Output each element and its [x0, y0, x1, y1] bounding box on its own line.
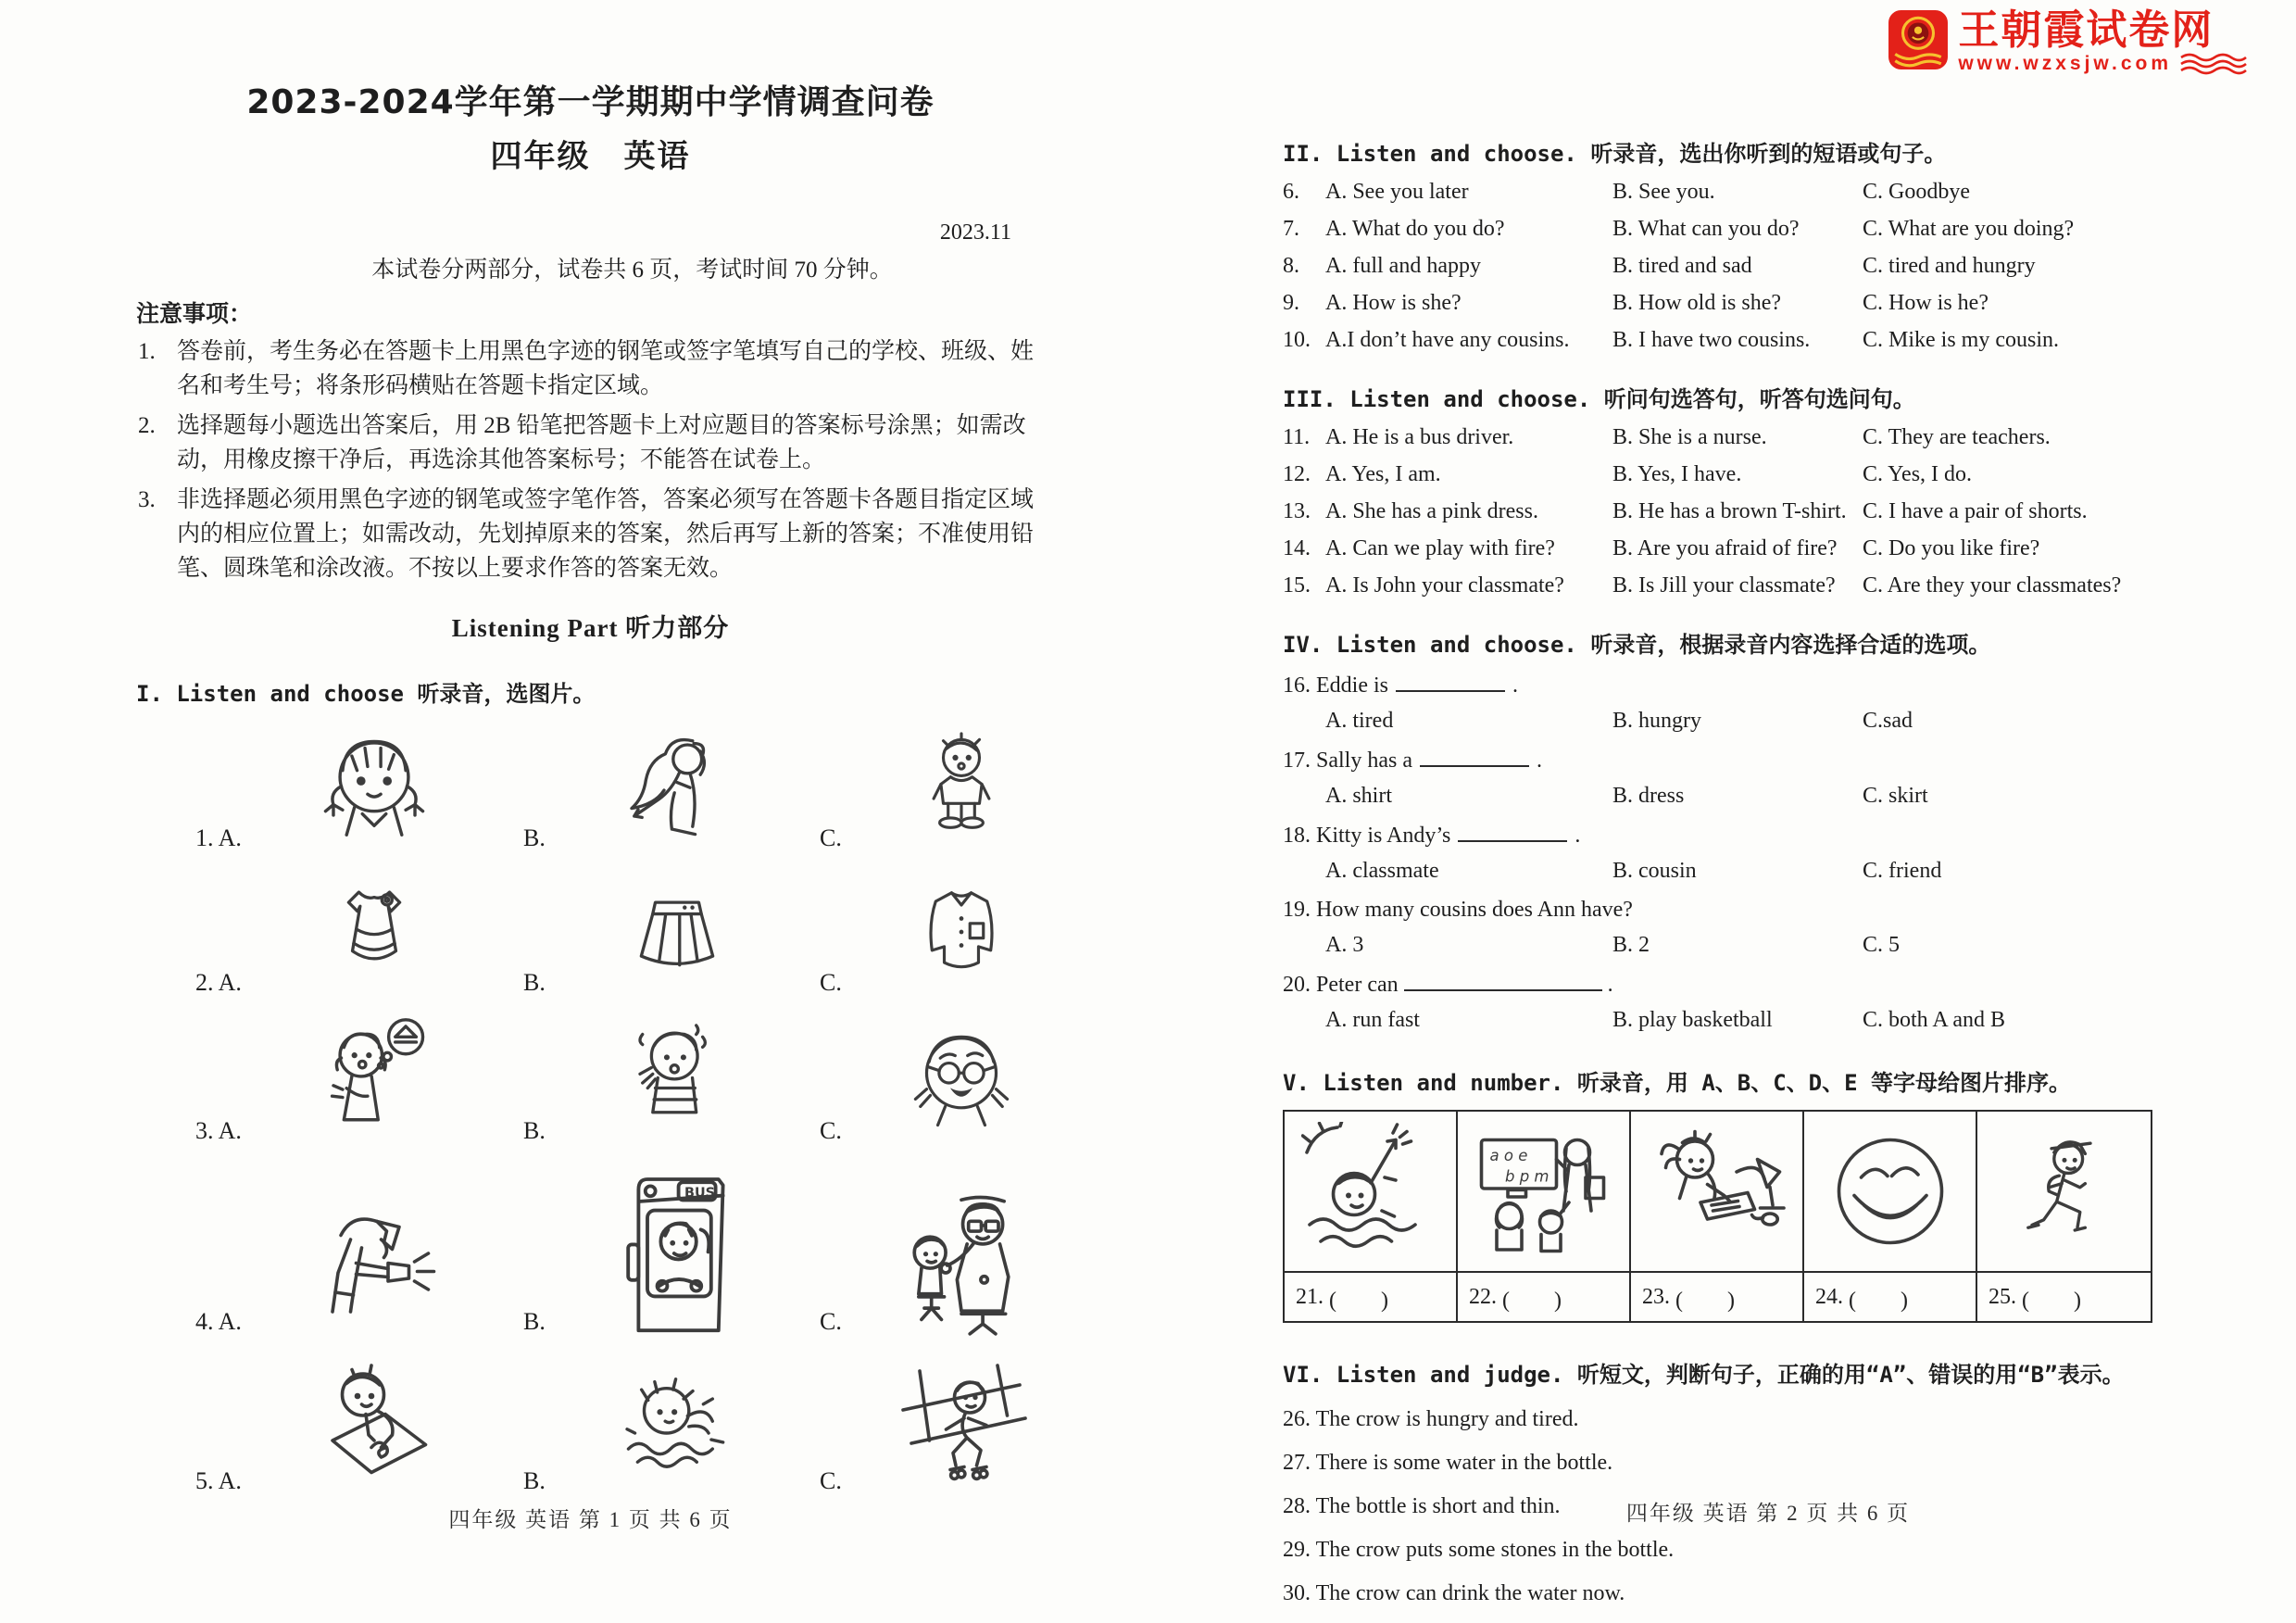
question-number: 11.	[1283, 425, 1311, 449]
picture-running-boy-cap	[1977, 1112, 2151, 1273]
question-number: 8.	[1283, 254, 1299, 278]
judge-statement: 29. The crow puts some stones in the bottle.	[1283, 1538, 1675, 1562]
blackboard-line-2: b p m	[1504, 1167, 1549, 1186]
option-b: B. play basketball	[1612, 1008, 1773, 1032]
table-cell	[1977, 1112, 2151, 1321]
listening-part-header: Listening Part 听力部分	[451, 614, 730, 642]
option-a: A. See you later	[1325, 180, 1469, 204]
logo-waves-icon	[2179, 52, 2248, 76]
question-stem	[1283, 822, 2253, 849]
question-number: 7.	[1283, 217, 1299, 241]
option-c: C. Are they your classmates?	[1863, 573, 2122, 598]
option-a: A. 3	[1325, 933, 1364, 957]
answer-slot	[1977, 1273, 2151, 1321]
option-a: A. What do you do?	[1325, 217, 1505, 241]
option-c: C. skirt	[1863, 784, 1928, 808]
option-label: C.	[820, 1308, 842, 1335]
stem-punct: .	[1512, 673, 1518, 698]
options-row	[1325, 932, 2253, 958]
note-item	[138, 334, 1047, 403]
table-cell	[1285, 1112, 1458, 1321]
page-2-footer: 四年级 英语 第 2 页 共 6 页	[1625, 1502, 1911, 1525]
option-label: B.	[523, 1467, 546, 1494]
option-c: C. Mike is my cousin.	[1863, 328, 2060, 352]
cell-number: 25.	[1989, 1284, 2016, 1309]
option-label: 1. A.	[195, 824, 242, 851]
section-1-header: I. Listen and choose 听录音，选图片。	[136, 681, 596, 707]
option-c: C. Goodbye	[1863, 180, 1970, 204]
option-a: A. She has a pink dress.	[1325, 499, 1538, 523]
question-row	[1283, 327, 2253, 353]
answer-slot	[1804, 1273, 1976, 1321]
options-row	[1325, 1007, 2253, 1033]
answer-slot	[1631, 1273, 1802, 1321]
option-label: C.	[820, 1117, 842, 1144]
logo-url: www.wzxsjw.com	[1958, 53, 2172, 74]
question-row	[1283, 461, 2253, 487]
stem-text: 20. Peter can	[1283, 973, 1399, 997]
section-6	[1283, 1356, 2253, 1606]
option-label: B.	[523, 1117, 546, 1144]
stem-text: 16. Eddie is	[1283, 673, 1388, 698]
option-b: B. She is a nurse.	[1612, 425, 1767, 449]
option-b: B. What can you do?	[1612, 217, 1800, 241]
question-stem	[1283, 747, 2253, 774]
picture-doctor-examining-child	[866, 1191, 1056, 1340]
stem-text: 18. Kitty is Andy’s	[1283, 824, 1451, 848]
section-4-header: IV. Listen and choose. 听录音，根据录音内容选择合适的选项。	[1283, 632, 1991, 658]
picture-shirt	[866, 871, 1056, 1000]
number-pictures-table	[1283, 1110, 2152, 1323]
option-label: B.	[523, 1308, 546, 1335]
note-item	[138, 409, 1047, 477]
stem-punct: .	[1607, 973, 1613, 997]
picture-laughing-girl-glasses	[866, 1017, 1056, 1149]
answer-blank	[1458, 822, 1567, 842]
answer-parens: ( )	[2022, 1288, 2081, 1313]
options-row	[1325, 858, 2253, 884]
option-label: B.	[523, 824, 546, 851]
section-3	[1283, 381, 2253, 598]
question-row	[1283, 572, 2253, 598]
answer-parens: ( )	[1849, 1288, 1908, 1313]
option-a: A. Yes, I am.	[1325, 462, 1441, 486]
answer-parens: ( )	[1675, 1288, 1735, 1313]
answer-parens: ( )	[1502, 1288, 1562, 1313]
picture-woman-long-hair	[570, 724, 784, 856]
listen-choose-row-1	[134, 724, 1047, 856]
note-number: 2.	[138, 413, 156, 438]
option-label: C.	[820, 969, 842, 996]
option-c: C. 5	[1863, 933, 1901, 957]
table-cell	[1631, 1112, 1804, 1321]
note-number: 3.	[138, 487, 156, 512]
option-c: C. friend	[1863, 859, 1942, 883]
option-c: C. both A and B	[1863, 1008, 2006, 1032]
option-b: B. tired and sad	[1612, 254, 1752, 278]
section-5	[1283, 1064, 2253, 1323]
option-b: B. 2	[1612, 933, 1650, 957]
answer-slot	[1285, 1273, 1456, 1321]
cell-number: 24.	[1815, 1284, 1843, 1309]
option-b: B. I have two cousins.	[1612, 328, 1811, 352]
options-row	[1325, 783, 2253, 809]
option-label: C.	[820, 824, 842, 851]
section-6-header: VI. Listen and judge. 听短文，判断句子，正确的用“A”、错误的用“B”表示。	[1283, 1362, 2125, 1388]
question-stem	[1283, 672, 2253, 698]
question-stem	[1283, 897, 2253, 923]
option-c: C. Yes, I do.	[1863, 462, 1973, 486]
judge-statement: 27. There is some water in the bottle.	[1283, 1451, 1613, 1475]
option-a: A. Is John your classmate?	[1325, 573, 1564, 598]
table-cell	[1804, 1112, 1977, 1321]
picture-bus-driver	[570, 1167, 784, 1340]
option-a: A.I don’t have any cousins.	[1325, 328, 1570, 352]
option-b: B. Yes, I have.	[1612, 462, 1742, 486]
listen-choose-row-3	[134, 1017, 1047, 1149]
option-label: 2. A.	[195, 969, 242, 996]
answer-parens: ( )	[1329, 1288, 1388, 1313]
picture-boy-swimming	[570, 1367, 784, 1499]
question-number: 15.	[1283, 573, 1311, 598]
picture-firefighter-hose	[264, 1201, 484, 1340]
option-label: C.	[820, 1467, 842, 1494]
option-c: C. tired and hungry	[1863, 254, 2036, 278]
answer-blank	[1404, 971, 1602, 991]
question-number: 12.	[1283, 462, 1311, 486]
listen-choose-row-2	[134, 871, 1047, 1000]
table-cell	[1458, 1112, 1631, 1321]
exam-subtitle: 四年级 英语	[490, 138, 691, 175]
notes-title: 注意事项：	[136, 300, 253, 327]
question-number: 9.	[1283, 291, 1299, 315]
note-item	[138, 483, 1047, 585]
option-a: A. He is a bus driver.	[1325, 425, 1514, 449]
logo-title: 王朝霞试卷网	[1958, 7, 2214, 53]
page-2	[1283, 119, 2253, 1605]
option-a: A. full and happy	[1325, 254, 1481, 278]
picture-smiley-face	[1804, 1112, 1976, 1273]
note-text: 非选择题必须用黑色字迹的钢笔或签字笔作答，答案必须写在答题卡各题目指定区域内的相应位置上；如需改动，先划掉原来的答案，然后再写上新的答案；不准使用铅笔、圆珠笔和涂改液。不按以上要求作答的答案无效。	[177, 487, 1035, 581]
picture-girl-with-braids	[264, 724, 484, 856]
question-row	[1283, 216, 2253, 242]
option-b: B. Is Jill your classmate?	[1612, 573, 1836, 598]
picture-child-drawing-on-paper	[264, 1360, 484, 1499]
option-label: 5. A.	[195, 1467, 242, 1494]
question-number: 6.	[1283, 180, 1299, 204]
stem-text: 17. Sally has a	[1283, 749, 1412, 773]
section-2-header: II. Listen and choose. 听录音，选出你听到的短语或句子。	[1283, 141, 1947, 167]
picture-classroom-teacher-blackboard	[1458, 1112, 1629, 1273]
option-a: A. Can we play with fire?	[1325, 536, 1555, 560]
section-2	[1283, 135, 2253, 353]
answer-blank	[1396, 672, 1505, 692]
option-a: A. shirt	[1325, 784, 1392, 808]
option-a: A. run fast	[1325, 1008, 1420, 1032]
question-row	[1283, 253, 2253, 279]
option-label: 3. A.	[195, 1117, 242, 1144]
option-b: B. hungry	[1612, 709, 1701, 733]
site-logo	[1888, 9, 2248, 76]
question-number: 14.	[1283, 536, 1311, 560]
option-c: C. I have a pair of shorts.	[1863, 499, 2088, 523]
picture-girl-doing-homework-lamp	[1631, 1112, 1802, 1273]
option-c: C. They are teachers.	[1863, 425, 2051, 449]
option-b: B. Are you afraid of fire?	[1612, 536, 1838, 560]
cell-number: 22.	[1469, 1284, 1497, 1309]
option-a: A. How is she?	[1325, 291, 1462, 315]
note-text: 答卷前，考生务必在答题卡上用黑色字迹的钢笔或签字笔填写自己的学校、班级、姓名和考生号；将条形码横贴在答题卡指定区域。	[177, 339, 1035, 398]
question-stem	[1283, 971, 2253, 998]
judge-statement: 30. The crow can drink the water now.	[1283, 1581, 1625, 1605]
option-c: C. How is he?	[1863, 291, 1989, 315]
question-row	[1283, 290, 2253, 316]
answer-blank	[1420, 747, 1529, 767]
question-row	[1283, 498, 2253, 524]
option-b: B. dress	[1612, 784, 1685, 808]
blackboard-line-1: a o e	[1489, 1147, 1527, 1164]
picture-boy-standing	[866, 724, 1056, 856]
option-c: C. Do you like fire?	[1863, 536, 2040, 560]
picture-boy-rollerblading	[866, 1360, 1056, 1499]
question-number: 10.	[1283, 328, 1311, 352]
question-row	[1283, 535, 2253, 561]
page-1	[134, 65, 1047, 1533]
picture-boy-swimming-waving	[1285, 1112, 1456, 1273]
logo-emblem-icon	[1888, 9, 1949, 70]
option-c: C.sad	[1863, 709, 1913, 733]
exam-info-line: 本试卷分两部分，试卷共 6 页，考试时间 70 分钟。	[371, 258, 893, 283]
stem-punct: .	[1536, 749, 1542, 773]
bus-sign-text: BUS	[684, 1186, 716, 1202]
stem-text: 19. How many cousins does Ann have?	[1283, 898, 1633, 922]
note-number: 1.	[138, 339, 156, 364]
cell-number: 21.	[1296, 1284, 1324, 1309]
cell-number: 23.	[1642, 1284, 1670, 1309]
options-row	[1325, 708, 2253, 734]
stem-punct: .	[1575, 824, 1581, 848]
option-label: 4. A.	[195, 1308, 242, 1335]
option-b: B. He has a brown T-shirt.	[1612, 499, 1847, 523]
exam-title: 2023-2024学年第一学期期中学情调查问卷	[246, 83, 935, 121]
picture-dress	[264, 871, 484, 1000]
page-1-footer: 四年级 英语 第 1 页 共 6 页	[448, 1508, 733, 1531]
option-a: A. classmate	[1325, 859, 1439, 883]
option-b: B. How old is she?	[1612, 291, 1781, 315]
question-number: 13.	[1283, 499, 1311, 523]
picture-sweating-girl	[570, 1017, 784, 1149]
judge-statement: 26. The crow is hungry and tired.	[1283, 1407, 1579, 1431]
section-4	[1283, 626, 2253, 1033]
option-a: A. tired	[1325, 709, 1394, 733]
picture-hungry-girl-sandwich-bubble	[264, 1017, 484, 1149]
option-c: C. What are you doing?	[1863, 217, 2075, 241]
listen-choose-row-5	[134, 1360, 1047, 1499]
note-text: 选择题每小题选出答案后，用 2B 铅笔把答题卡上对应题目的答案标号涂黑；如需改动，用橡皮擦干净后，再选涂其他答案标号；不能答在试卷上。	[177, 413, 1026, 472]
picture-skirt	[570, 871, 784, 1000]
exam-date: 2023.11	[939, 220, 1011, 245]
question-row	[1283, 179, 2253, 205]
listen-choose-row-4	[134, 1167, 1047, 1340]
section-5-header: V. Listen and number. 听录音，用 A、B、C、D、E 等字母给图片排序。	[1283, 1070, 2072, 1096]
option-b: B. See you.	[1612, 180, 1715, 204]
option-b: B. cousin	[1612, 859, 1697, 883]
answer-slot	[1458, 1273, 1629, 1321]
judge-statement: 28. The bottle is short and thin.	[1283, 1494, 1561, 1518]
question-row	[1283, 424, 2253, 450]
option-label: B.	[523, 969, 546, 996]
section-3-header: III. Listen and choose. 听问句选答句，听答句选问句。	[1283, 386, 1915, 412]
